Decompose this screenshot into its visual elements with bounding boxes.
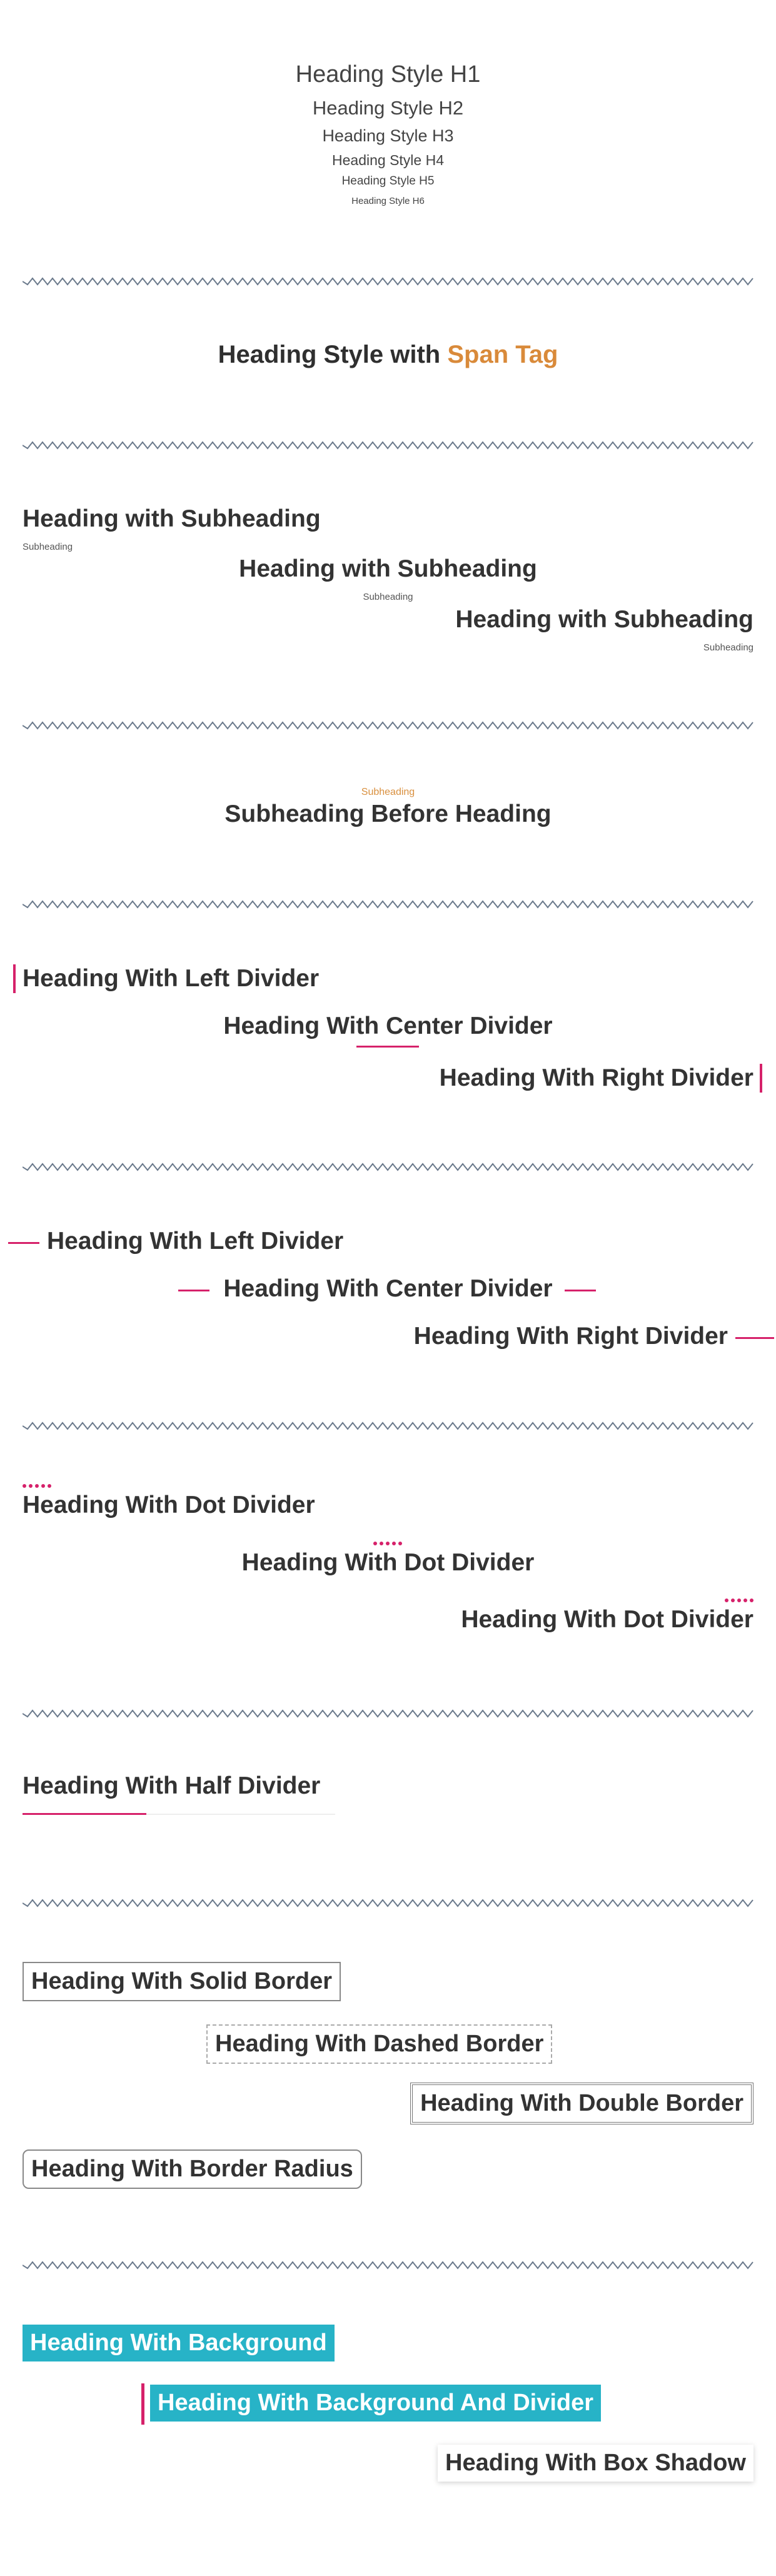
heading-with-subheading-center: Heading with Subheading <box>239 555 537 582</box>
heading-h5: Heading Style H5 <box>341 174 435 188</box>
heading-dashed-border: Heading With Dashed Border <box>206 2024 552 2064</box>
wavy-separator <box>23 2261 754 2270</box>
heading-dot-divider-center: Heading With Dot Divider <box>241 1549 535 1576</box>
dot-divider-center <box>373 1542 402 1545</box>
wavy-separator <box>23 1422 754 1430</box>
heading-with-subheading-right: Heading with Subheading <box>455 606 753 633</box>
center-side-divider-right <box>565 1290 596 1291</box>
wavy-separator <box>23 1899 754 1907</box>
heading-h2: Heading Style H2 <box>312 97 464 119</box>
heading-h1: Heading Style H1 <box>295 61 481 88</box>
heading-center-divider: Heading With Center Divider <box>223 1013 553 1039</box>
subheading-center: Subheading <box>363 592 413 602</box>
heading-solid-border: Heading With Solid Border <box>23 1962 341 2001</box>
heading-h3: Heading Style H3 <box>322 126 454 145</box>
heading-left-divider: Heading With Left Divider <box>23 965 320 992</box>
heading-dot-divider-left: Heading With Dot Divider <box>23 1492 315 1518</box>
heading-left-side-divider: Heading With Left Divider <box>47 1228 344 1255</box>
heading-double-border: Heading With Double Border <box>410 2083 753 2124</box>
heading-background-divider: Heading With Background And Divider <box>150 2385 601 2422</box>
background-divider-bar <box>141 2383 144 2425</box>
left-vertical-divider <box>13 964 16 993</box>
heading-subheading-before: Subheading Before Heading <box>224 801 552 827</box>
right-side-divider <box>735 1337 774 1339</box>
wavy-separator <box>23 1709 754 1718</box>
heading-dot-divider-right: Heading With Dot Divider <box>461 1606 753 1633</box>
heading-background: Heading With Background <box>23 2325 335 2361</box>
left-side-divider <box>8 1242 39 1244</box>
span-tag-prefix: Heading Style with <box>218 341 448 368</box>
heading-half-divider: Heading With Half Divider <box>23 1772 321 1799</box>
heading-h6: Heading Style H6 <box>351 196 425 206</box>
heading-right-divider: Heading With Right Divider <box>439 1064 753 1091</box>
right-vertical-divider <box>760 1064 762 1093</box>
dot-divider-left <box>23 1484 51 1488</box>
center-underline-divider <box>356 1046 419 1048</box>
heading-border-radius: Heading With Border Radius <box>23 2149 362 2189</box>
wavy-separator <box>23 900 754 909</box>
wavy-separator <box>23 441 754 450</box>
heading-with-subheading-left: Heading with Subheading <box>23 505 321 532</box>
subheading-left: Subheading <box>23 542 73 552</box>
heading-center-side-divider: Heading With Center Divider <box>223 1275 553 1302</box>
heading-right-side-divider: Heading With Right Divider <box>413 1323 728 1350</box>
heading-h4: Heading Style H4 <box>332 152 444 168</box>
wavy-separator <box>23 277 754 286</box>
heading-box-shadow: Heading With Box Shadow <box>438 2445 753 2482</box>
subheading-before: Subheading <box>361 787 415 797</box>
wavy-separator <box>23 721 754 730</box>
span-tag-highlight: Span Tag <box>447 341 558 368</box>
span-tag-heading <box>0 341 776 369</box>
dot-divider-right <box>725 1599 753 1602</box>
wavy-separator <box>23 1163 754 1171</box>
subheading-right: Subheading <box>703 642 753 653</box>
half-divider-fill <box>23 1813 146 1815</box>
